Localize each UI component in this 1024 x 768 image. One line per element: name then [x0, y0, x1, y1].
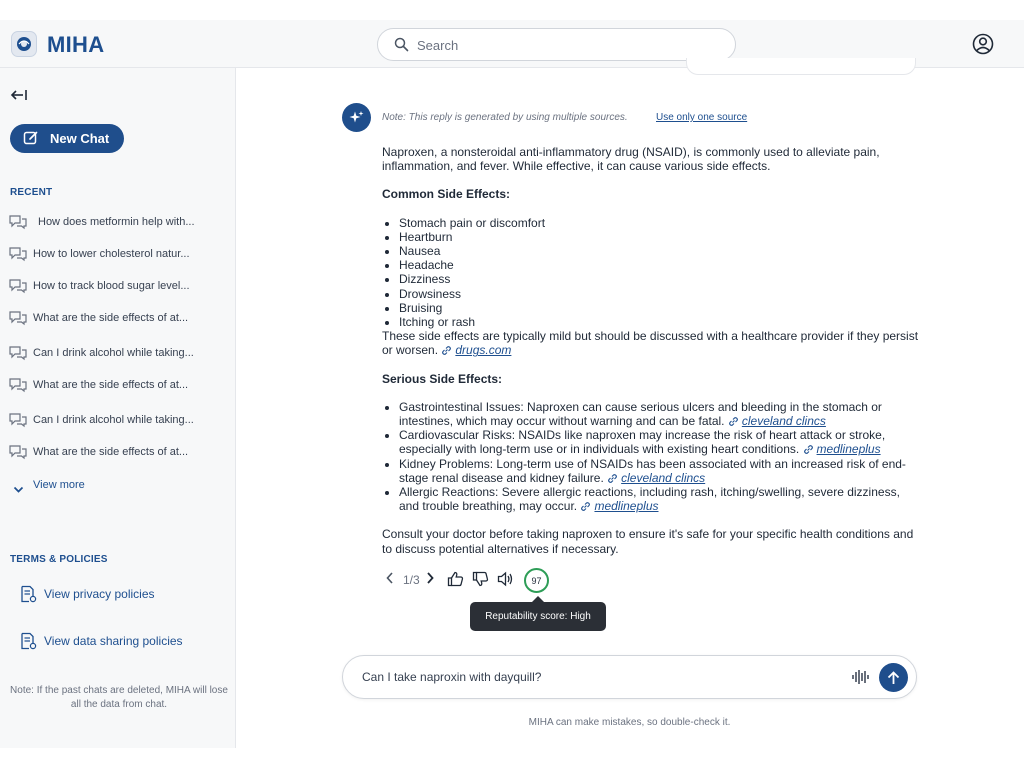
source-name: medlineplus — [594, 499, 659, 514]
top-band — [0, 0, 1024, 20]
answer-intro: Naproxen, a nonsteroidal anti-inflammatory drug (NSAID), is commonly used to alleviate pain, inflammation, and fever. While effective, it can cause various side effects. — [382, 145, 880, 174]
link-icon — [580, 501, 591, 512]
assistant-answer — [382, 145, 922, 556]
assistant-sparkle-icon — [342, 103, 371, 132]
thumbs-up-icon[interactable] — [447, 571, 464, 592]
chevron-down-icon — [13, 481, 24, 499]
arrow-up-icon — [887, 671, 900, 685]
multi-source-note: Note: This reply is generated by using multiple sources. — [382, 112, 628, 123]
response-pager: 1/3 — [403, 573, 420, 587]
recent-chat-label: What are the side effects of at... — [33, 379, 189, 391]
source-name: medlineplus — [816, 442, 881, 457]
list-item: • Headache — [399, 258, 922, 272]
new-chat-button[interactable] — [10, 124, 124, 153]
thumbs-down-icon[interactable] — [472, 571, 489, 592]
recent-chat-label: Can I drink alcohol while taking... — [33, 414, 194, 426]
list-item: • Stomach pain or discomfort — [399, 216, 922, 230]
answer-actions — [385, 569, 565, 591]
source-link[interactable] — [803, 442, 881, 456]
recent-chat-label: How to track blood sugar level... — [33, 280, 190, 292]
chat-bubble-icon — [8, 444, 28, 465]
list-item: • Dizziness — [399, 272, 922, 286]
chat-area — [237, 68, 1024, 748]
sidebar — [0, 68, 236, 748]
answer-closing: Consult your doctor before taking naproxen to ensure it's safe for your specific health conditions and to discuss potential alternatives if necessary. — [382, 527, 914, 556]
source-link[interactable] — [441, 343, 511, 357]
edit-icon — [23, 130, 39, 151]
speaker-icon[interactable] — [497, 571, 514, 592]
chat-bubble-icon — [8, 310, 28, 331]
common-side-effects-summary — [382, 329, 922, 357]
send-button[interactable] — [879, 663, 908, 692]
serious-side-effects-heading: Serious Side Effects: — [382, 371, 503, 386]
recent-chat-item[interactable] — [8, 442, 228, 466]
chat-bubble-icon — [8, 412, 28, 433]
list-item — [399, 485, 922, 513]
common-side-effects-list — [382, 216, 922, 330]
summary-text: These side effects are typically mild but should be discussed with a healthcare provider if they persist or worsen. — [382, 329, 919, 358]
message-input[interactable] — [342, 655, 917, 699]
source-link[interactable] — [728, 414, 826, 428]
brand-name: MIHA — [47, 32, 105, 57]
recent-chat-label: What are the side effects of at... — [33, 446, 189, 458]
account-icon[interactable] — [972, 33, 994, 60]
list-item: • Nausea — [399, 244, 922, 258]
link-icon — [607, 473, 618, 484]
link-icon — [441, 345, 452, 356]
list-item: • Heartburn — [399, 230, 922, 244]
privacy-policies-label: View privacy policies — [44, 587, 155, 601]
voice-waveform-icon[interactable] — [851, 667, 871, 692]
search-icon — [394, 37, 409, 57]
use-one-source-link[interactable]: Use only one source — [656, 112, 748, 123]
recent-chat-item[interactable] — [8, 375, 228, 399]
message-input-value: Can I take naproxin with dayquill? — [362, 670, 542, 684]
privacy-policies-link[interactable] — [20, 584, 220, 606]
ai-disclaimer: MIHA can make mistakes, so double-check it. — [528, 717, 731, 728]
recent-chat-label: How to lower cholesterol natur... — [33, 248, 190, 260]
recent-chat-item[interactable] — [8, 308, 228, 332]
recent-chat-label: How does metformin help with... — [38, 216, 195, 228]
recent-heading: RECENT — [10, 187, 53, 198]
terms-heading: TERMS & POLICIES — [10, 554, 108, 565]
view-more-link[interactable] — [10, 478, 130, 496]
common-side-effects-heading: Common Side Effects: — [382, 187, 511, 202]
serious-side-effects-list — [382, 400, 922, 514]
source-name: cleveland clincs — [621, 470, 706, 485]
chat-bubble-icon — [8, 214, 28, 235]
search-input[interactable] — [377, 28, 736, 61]
source-link[interactable] — [607, 471, 705, 485]
reputability-tooltip: Reputability score: High — [470, 602, 606, 631]
serious-item-text: Allergic Reactions: Severe allergic reactions, including rash, itching/swelling, severe dizziness, and trouble breathing, may occur. — [399, 485, 900, 514]
serious-item-text: Kidney Problems: Long-term use of NSAIDs has been associated with an increased risk of end-stage renal disease and kidney failure. — [399, 456, 906, 485]
view-more-label: View more — [33, 479, 85, 491]
recent-chat-item[interactable] — [8, 212, 228, 236]
list-item: • Drowsiness — [399, 287, 922, 301]
logo-icon — [11, 31, 37, 57]
source-name: cleveland clincs — [741, 414, 826, 429]
recent-chat-item[interactable] — [8, 244, 228, 268]
source-link[interactable] — [580, 499, 658, 513]
list-item — [399, 400, 922, 428]
policy-document-icon — [20, 585, 37, 608]
list-item: • Itching or rash — [399, 315, 922, 329]
serious-item-text: Gastrointestinal Issues: Naproxen can cause serious ulcers and bleeding in the stomach or intestines, which may occur without warning and can be fatal. — [399, 399, 882, 429]
search-placeholder: Search — [417, 38, 459, 53]
list-item — [399, 428, 922, 456]
policy-document-icon — [20, 632, 37, 655]
collapse-sidebar-icon[interactable] — [10, 88, 28, 107]
list-item — [399, 457, 922, 485]
previous-message-bubble — [686, 58, 916, 75]
reputability-score-badge[interactable]: 97 — [524, 568, 549, 593]
link-icon — [728, 416, 739, 427]
data-sharing-policies-link[interactable] — [20, 631, 220, 653]
source-name: drugs.com — [455, 343, 512, 358]
serious-item-text: Cardiovascular Risks: NSAIDs like naproxen may increase the risk of heart attack or stroke, especially with long-term use or in individuals with existing heart conditions. — [399, 428, 886, 457]
recent-chat-label: Can I drink alcohol while taking... — [33, 347, 194, 359]
recent-chat-item[interactable] — [8, 343, 228, 367]
recent-chat-label: What are the side effects of at... — [33, 312, 189, 324]
list-item: • Bruising — [399, 301, 922, 315]
data-sharing-policies-label: View data sharing policies — [44, 634, 183, 648]
chat-bubble-icon — [8, 278, 28, 299]
recent-chat-item[interactable] — [8, 410, 228, 434]
chat-bubble-icon — [8, 246, 28, 267]
recent-chat-item[interactable] — [8, 276, 228, 300]
chevron-left-icon[interactable] — [385, 571, 395, 590]
deletion-note: Note: If the past chats are deleted, MIHA will lose all the data from chat. — [10, 685, 228, 710]
chat-bubble-icon — [8, 345, 28, 366]
new-chat-label: New Chat — [50, 131, 110, 146]
link-icon — [803, 444, 814, 455]
chevron-right-icon[interactable] — [425, 571, 435, 590]
chat-bubble-icon — [8, 377, 28, 398]
